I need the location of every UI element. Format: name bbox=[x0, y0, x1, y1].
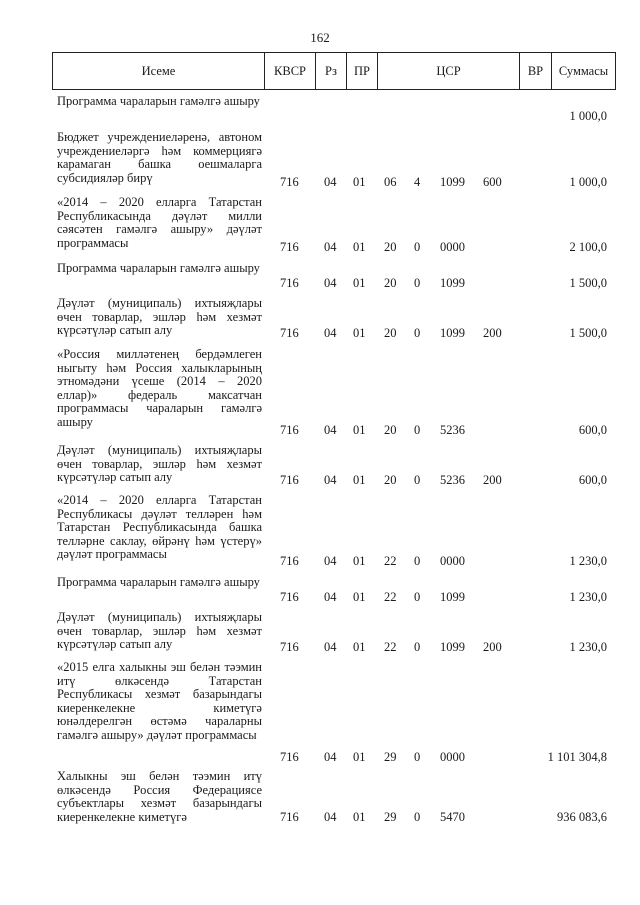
row-vr: 200 bbox=[483, 640, 502, 654]
row-csr-program: 22 bbox=[384, 590, 397, 604]
row-name: «2014 – 2020 елларга Татарстан Республикасында дәүләт милли сәясәтен гамәлгә ашыру» дәүләт программасы bbox=[57, 195, 262, 250]
row-csr-subprogram: 0 bbox=[414, 423, 421, 437]
row-csr-subprogram: 0 bbox=[414, 554, 421, 568]
row-kbcp: 716 bbox=[280, 276, 299, 290]
row-csr-program: 06 bbox=[384, 175, 397, 189]
row-name: Дәүләт (муниципаль) ихтыяҗлары өчен товарлар, эшләр һәм хезмәт күрсәтүләр сатып алу bbox=[57, 296, 262, 337]
header-kbcp: КВСР bbox=[265, 53, 316, 89]
row-csr-direction: 0000 bbox=[440, 554, 465, 568]
header-vr: ВР bbox=[520, 53, 552, 89]
row-csr-direction: 1099 bbox=[440, 590, 465, 604]
row-pr: 01 bbox=[353, 640, 366, 654]
row-sum: 1 230,0 bbox=[569, 590, 607, 604]
row-pr: 01 bbox=[353, 326, 366, 340]
row-csr-subprogram: 0 bbox=[414, 810, 421, 824]
row-name: Бюджет учреждениеләренә, автоном учреждениеләргә һәм коммерциягә карамаган башка оешмаларга субсидияләр бирү bbox=[57, 130, 262, 185]
row-sum: 600,0 bbox=[578, 473, 607, 487]
row-name: Халыкны эш белән тәэмин итү өлкәсендә Россия Федерациясе субъектлары хезмәт базарындагы киеренкелекне киметүгә bbox=[57, 769, 262, 824]
row-csr-direction: 1099 bbox=[440, 276, 465, 290]
row-sum: 1 000,0 bbox=[569, 109, 607, 123]
row-rz: 04 bbox=[324, 326, 337, 340]
row-kbcp: 716 bbox=[280, 423, 299, 437]
row-rz: 04 bbox=[324, 554, 337, 568]
row-csr-direction: 1099 bbox=[440, 175, 465, 189]
page-number: 162 bbox=[310, 30, 330, 45]
row-rz: 04 bbox=[324, 276, 337, 290]
row-csr-direction: 5470 bbox=[440, 810, 465, 824]
row-rz: 04 bbox=[324, 640, 337, 654]
row-kbcp: 716 bbox=[280, 750, 299, 764]
row-csr-subprogram: 0 bbox=[414, 276, 421, 290]
row-name: Программа чараларын гамәлгә ашыру bbox=[57, 94, 260, 108]
row-kbcp: 716 bbox=[280, 810, 299, 824]
row-csr-direction: 0000 bbox=[440, 750, 465, 764]
row-sum: 2 100,0 bbox=[569, 240, 607, 254]
row-vr: 600 bbox=[483, 175, 502, 189]
row-kbcp: 716 bbox=[280, 240, 299, 254]
row-sum: 1 101 304,8 bbox=[547, 750, 607, 764]
header-sum: Суммасы bbox=[558, 64, 609, 78]
row-vr: 200 bbox=[483, 326, 502, 340]
row-kbcp: 716 bbox=[280, 175, 299, 189]
row-rz: 04 bbox=[324, 810, 337, 824]
row-csr-subprogram: 0 bbox=[414, 590, 421, 604]
row-csr-program: 20 bbox=[384, 240, 397, 254]
header-pr: ПР bbox=[347, 53, 378, 89]
row-name: «Россия милләтенең бердәмлеген ныгыту һәм Россия халыкларының этномәдәни үсеше (2014 – 2020 еллар)» федераль максатчан программасы чараларын гамәлгә ашыру bbox=[57, 347, 262, 429]
row-csr-subprogram: 0 bbox=[414, 240, 421, 254]
row-name: Программа чараларын гамәлгә ашыру bbox=[57, 575, 260, 589]
row-pr: 01 bbox=[353, 554, 366, 568]
header-csr: ЦСР bbox=[378, 53, 520, 89]
row-rz: 04 bbox=[324, 590, 337, 604]
row-pr: 01 bbox=[353, 750, 366, 764]
row-csr-program: 22 bbox=[384, 640, 397, 654]
row-csr-program: 29 bbox=[384, 810, 397, 824]
row-csr-program: 20 bbox=[384, 473, 397, 487]
row-name: Программа чараларын гамәлгә ашыру bbox=[57, 261, 260, 275]
row-csr-program: 20 bbox=[384, 276, 397, 290]
row-sum: 1 000,0 bbox=[569, 175, 607, 189]
row-csr-program: 20 bbox=[384, 423, 397, 437]
row-pr: 01 bbox=[353, 473, 366, 487]
row-csr-subprogram: 0 bbox=[414, 640, 421, 654]
row-rz: 04 bbox=[324, 750, 337, 764]
row-sum: 600,0 bbox=[578, 423, 607, 437]
row-pr: 01 bbox=[353, 276, 366, 290]
row-pr: 01 bbox=[353, 810, 366, 824]
row-csr-program: 22 bbox=[384, 554, 397, 568]
row-sum: 1 500,0 bbox=[569, 326, 607, 340]
row-pr: 01 bbox=[353, 240, 366, 254]
row-kbcp: 716 bbox=[280, 326, 299, 340]
row-csr-direction: 5236 bbox=[440, 423, 465, 437]
header-rz: Рз bbox=[316, 53, 347, 89]
row-kbcp: 716 bbox=[280, 473, 299, 487]
row-rz: 04 bbox=[324, 175, 337, 189]
row-csr-direction: 1099 bbox=[440, 326, 465, 340]
row-csr-direction: 0000 bbox=[440, 240, 465, 254]
row-rz: 04 bbox=[324, 473, 337, 487]
row-name: «2014 – 2020 елларга Татарстан Республикасы дәүләт телләрен һәм Татарстан Республикасында башка телләрне саклау, өйрәнү һәм үстерү» дәүләт программасы bbox=[57, 493, 262, 561]
row-sum: 1 500,0 bbox=[569, 276, 607, 290]
row-csr-direction: 1099 bbox=[440, 640, 465, 654]
row-name: «2015 елга халыкны эш белән тәэмин итү өлкәсендә Татарстан Республикасы хезмәт базарындагы киеренкелекне киметүгә юнәлдерелгән өстәмә чараларны гамәлгә ашыру» дәүләт программасы bbox=[57, 660, 262, 742]
row-csr-direction: 5236 bbox=[440, 473, 465, 487]
row-pr: 01 bbox=[353, 175, 366, 189]
row-kbcp: 716 bbox=[280, 554, 299, 568]
row-vr: 200 bbox=[483, 473, 502, 487]
row-csr-subprogram: 0 bbox=[414, 750, 421, 764]
row-sum: 1 230,0 bbox=[569, 640, 607, 654]
row-name: Дәүләт (муниципаль) ихтыяҗлары өчен товарлар, эшләр һәм хезмәт күрсәтүләр сатып алу bbox=[57, 443, 262, 484]
row-sum: 1 230,0 bbox=[569, 554, 607, 568]
row-pr: 01 bbox=[353, 590, 366, 604]
row-rz: 04 bbox=[324, 240, 337, 254]
row-csr-subprogram: 0 bbox=[414, 326, 421, 340]
row-sum: 936 083,6 bbox=[557, 810, 607, 824]
row-csr-program: 29 bbox=[384, 750, 397, 764]
row-csr-program: 20 bbox=[384, 326, 397, 340]
row-csr-subprogram: 4 bbox=[414, 175, 421, 189]
row-kbcp: 716 bbox=[280, 640, 299, 654]
row-csr-subprogram: 0 bbox=[414, 473, 421, 487]
header-name: Исеме bbox=[53, 53, 265, 89]
row-rz: 04 bbox=[324, 423, 337, 437]
row-name: Дәүләт (муниципаль) ихтыяҗлары өчен товарлар, эшләр һәм хезмәт күрсәтүләр сатып алу bbox=[57, 610, 262, 651]
row-pr: 01 bbox=[353, 423, 366, 437]
row-kbcp: 716 bbox=[280, 590, 299, 604]
